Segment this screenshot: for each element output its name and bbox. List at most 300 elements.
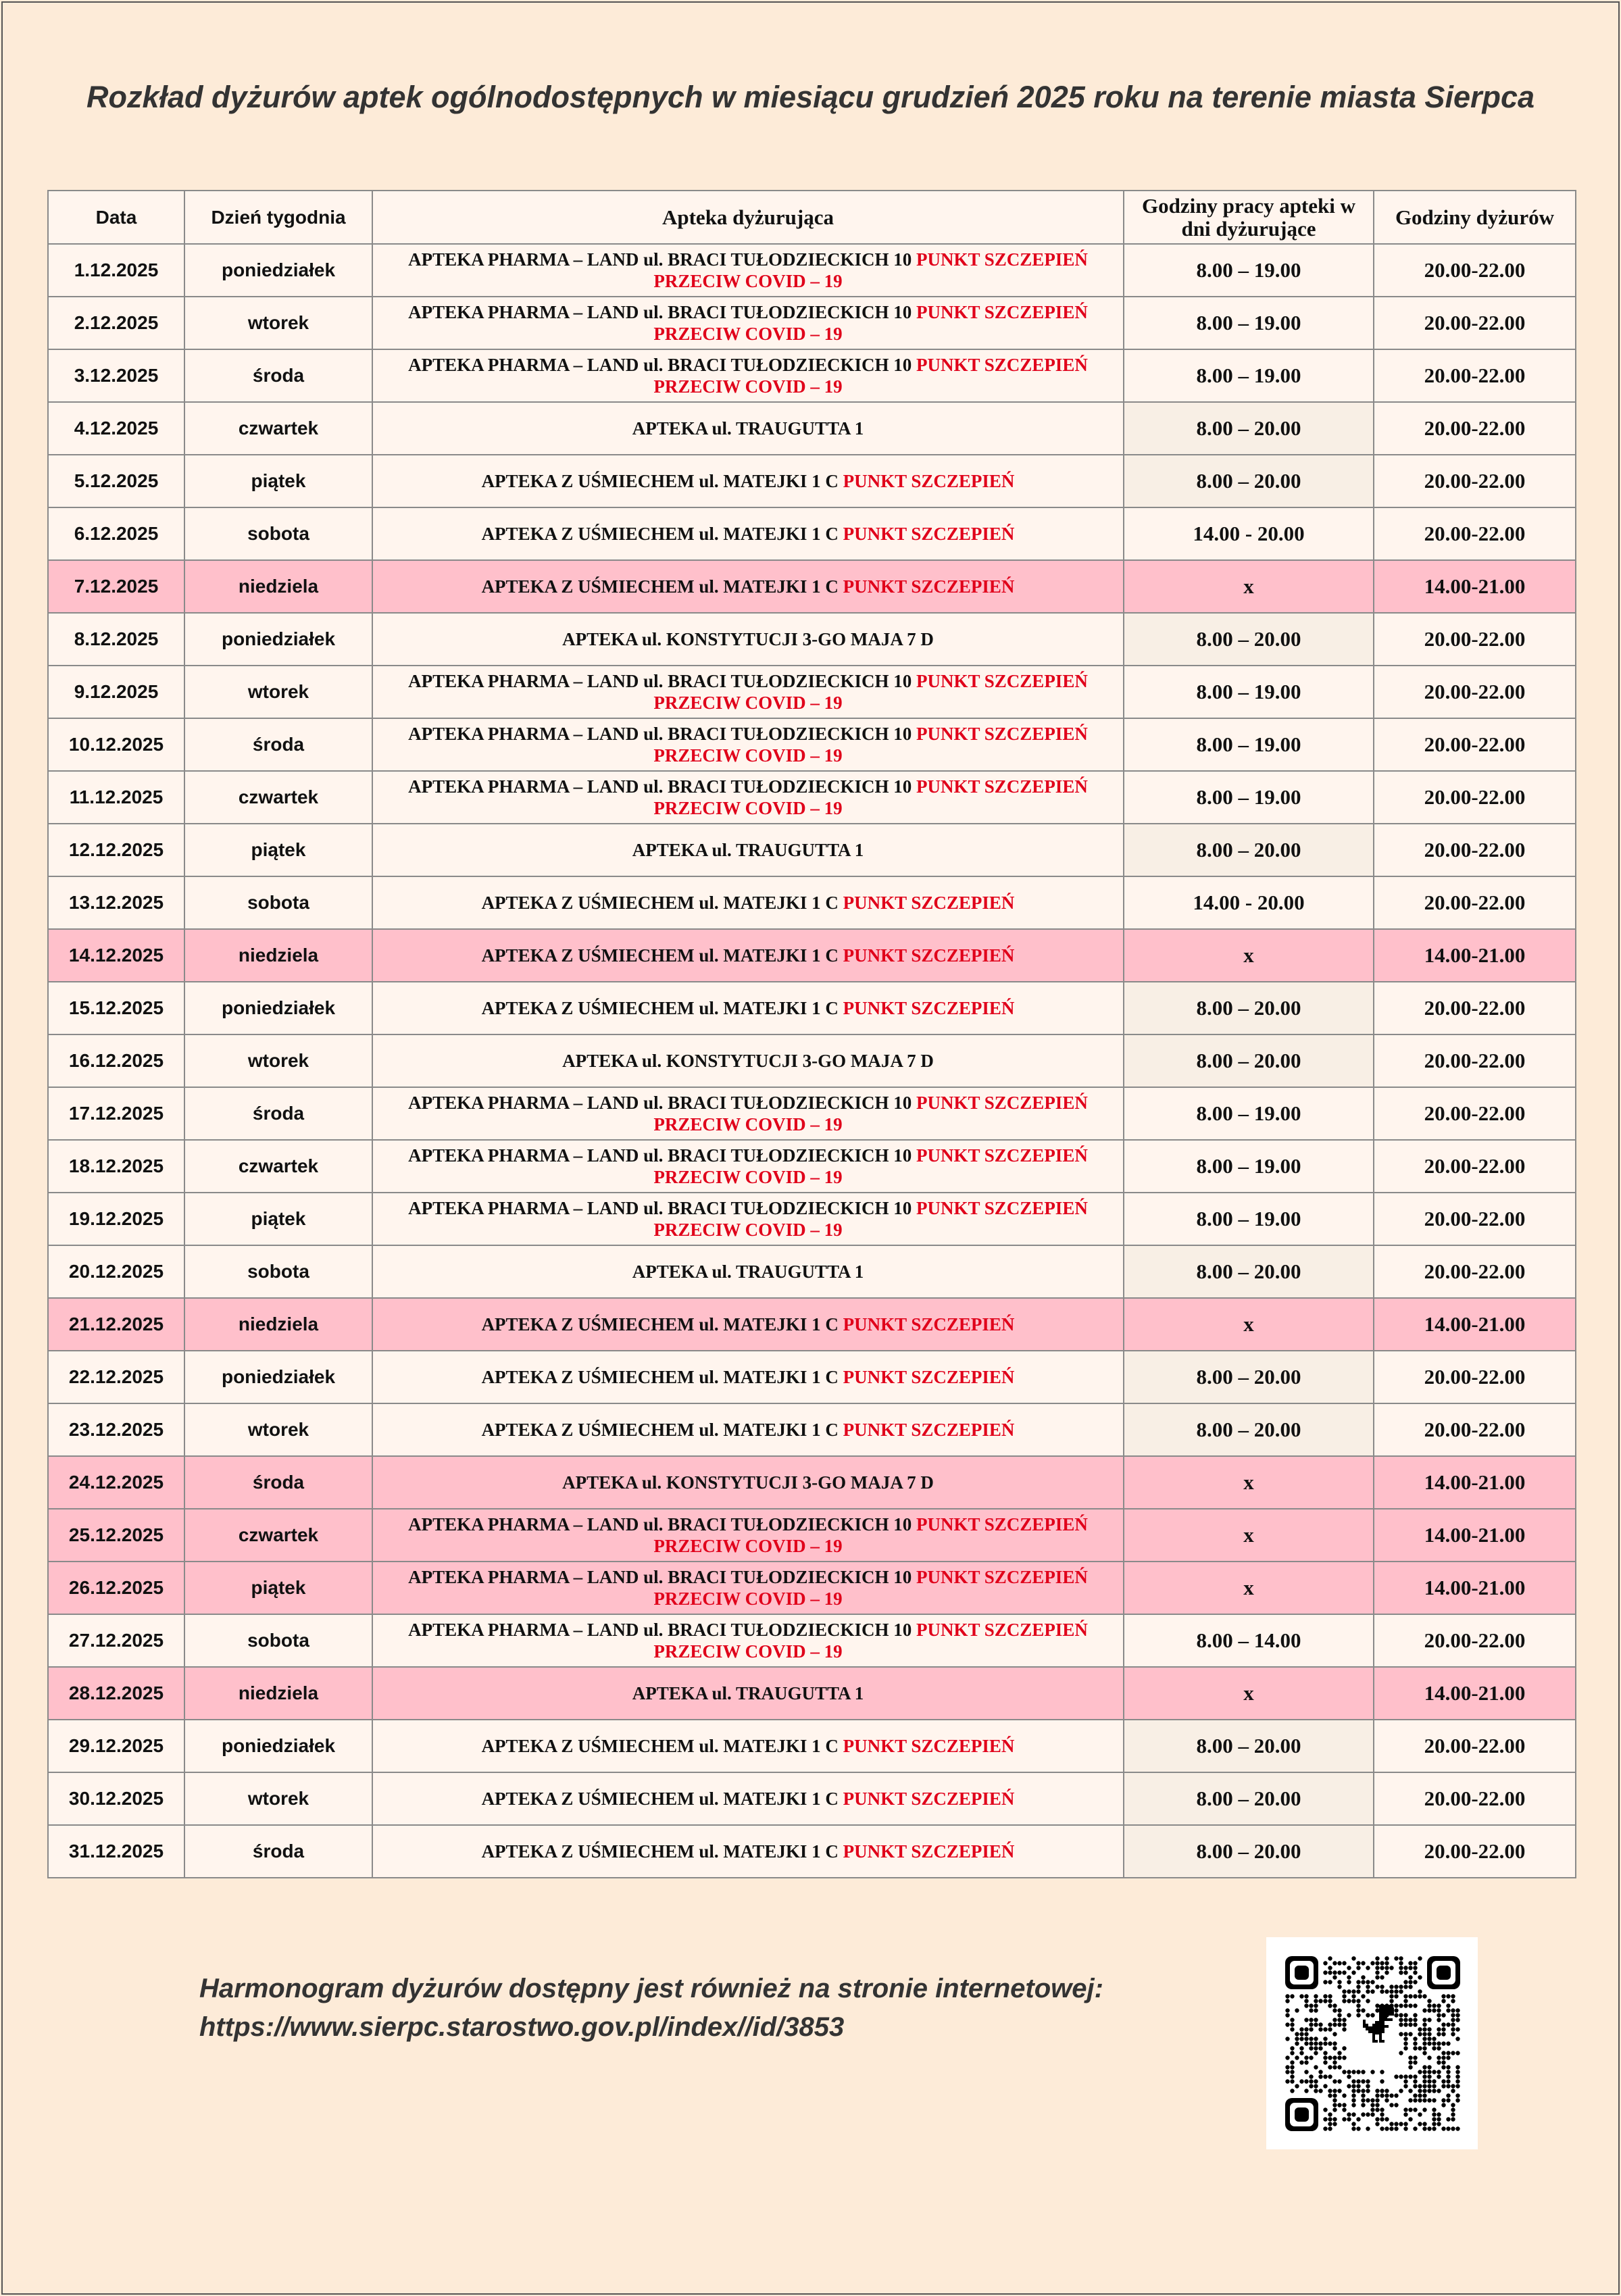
qr-dot xyxy=(1332,2079,1337,2083)
qr-dot xyxy=(1408,1980,1412,1984)
pharmacy-note: PUNKT SZCZEPIEŃ PRZECIW COVID – 19 xyxy=(653,671,1088,713)
qr-dot xyxy=(1318,2022,1322,2026)
pharmacy-name: APTEKA Z UŚMIECHEM ul. MATEJKI 1 C xyxy=(481,1736,843,1756)
qr-dot xyxy=(1370,2112,1374,2116)
pharmacy-name: APTEKA Z UŚMIECHEM ul. MATEJKI 1 C xyxy=(481,945,843,966)
duty-hours-cell: 14.00-21.00 xyxy=(1374,1667,1576,1720)
qr-dot xyxy=(1356,2084,1360,2088)
qr-dot xyxy=(1399,2022,1403,2026)
qr-dot xyxy=(1422,2046,1426,2050)
qr-dot xyxy=(1342,2046,1346,2050)
qr-dot xyxy=(1418,2089,1422,2093)
qr-dot xyxy=(1446,2065,1450,2069)
date-cell: 21.12.2025 xyxy=(48,1298,184,1351)
qr-dot xyxy=(1441,1994,1445,1998)
pharmacy-name: APTEKA Z UŚMIECHEM ul. MATEJKI 1 C xyxy=(481,1314,843,1334)
pharmacy-name: APTEKA ul. TRAUGUTTA 1 xyxy=(632,1683,864,1703)
qr-dot xyxy=(1437,2074,1441,2078)
qr-dot xyxy=(1356,1989,1360,1993)
qr-dot xyxy=(1299,2037,1303,2041)
qr-dot xyxy=(1385,1989,1389,1993)
qr-dot xyxy=(1299,2060,1303,2064)
qr-dot xyxy=(1380,2126,1384,2130)
pharmacy-cell xyxy=(372,1193,1124,1245)
qr-dot xyxy=(1413,2060,1417,2064)
qr-dot xyxy=(1441,2126,1445,2130)
qr-dot xyxy=(1356,2126,1360,2130)
qr-dot xyxy=(1422,1994,1426,1998)
qr-dot xyxy=(1342,1989,1346,1993)
qr-dot xyxy=(1455,2008,1460,2012)
weekday-cell: poniedziałek xyxy=(184,982,372,1034)
qr-dot xyxy=(1418,2032,1422,2036)
qr-dot xyxy=(1418,1994,1422,1998)
qr-dot xyxy=(1370,2107,1374,2112)
qr-dot xyxy=(1366,2112,1370,2116)
opening-hours-cell: 8.00 – 20.00 xyxy=(1124,1245,1374,1298)
qr-dot xyxy=(1422,2084,1426,2088)
pharmacy-note: PUNKT SZCZEPIEŃ PRZECIW COVID – 19 xyxy=(653,1198,1088,1240)
qr-dot xyxy=(1285,2008,1289,2012)
qr-dot xyxy=(1399,2018,1403,2022)
qr-dot xyxy=(1432,2107,1436,2112)
qr-dot xyxy=(1318,2041,1322,2045)
qr-dot xyxy=(1304,2041,1308,2045)
qr-dot xyxy=(1328,1970,1332,1974)
qr-dot xyxy=(1451,2008,1455,2012)
qr-dot xyxy=(1375,1975,1379,1979)
pharmacy-cell xyxy=(372,1667,1124,1720)
weekday-cell: poniedziałek xyxy=(184,244,372,297)
qr-dot xyxy=(1422,2098,1426,2102)
qr-dot xyxy=(1380,1985,1384,1989)
opening-hours-cell: 8.00 – 19.00 xyxy=(1124,1193,1374,1245)
qr-dot xyxy=(1351,2084,1355,2088)
date-cell: 15.12.2025 xyxy=(48,982,184,1034)
qr-dot xyxy=(1328,2093,1332,2097)
qr-dot xyxy=(1347,1989,1351,1993)
qr-dot xyxy=(1427,2070,1431,2074)
qr-dot xyxy=(1342,2103,1346,2107)
pharmacy-name: APTEKA PHARMA – LAND ul. BRACI TUŁODZIECKICH 10 xyxy=(408,1145,917,1166)
pharmacy-name: APTEKA Z UŚMIECHEM ul. MATEJKI 1 C xyxy=(481,998,843,1018)
qr-dot xyxy=(1408,2060,1412,2064)
qr-dot xyxy=(1285,2065,1289,2069)
qr-dot xyxy=(1432,2037,1436,2041)
qr-dot xyxy=(1314,2079,1318,2083)
qr-dot xyxy=(1375,2103,1379,2107)
qr-dot xyxy=(1408,2117,1412,2121)
pharmacy-note: PUNKT SZCZEPIEŃ xyxy=(843,1314,1015,1334)
pharmacy-cell xyxy=(372,718,1124,771)
qr-dot xyxy=(1422,2074,1426,2078)
opening-hours-cell: 8.00 – 19.00 xyxy=(1124,1140,1374,1193)
pharmacy-note: PUNKT SZCZEPIEŃ PRZECIW COVID – 19 xyxy=(653,249,1088,291)
pharmacy-cell xyxy=(372,1140,1124,1193)
pharmacy-name: APTEKA Z UŚMIECHEM ul. MATEJKI 1 C xyxy=(481,471,843,491)
opening-hours-cell: 8.00 – 19.00 xyxy=(1124,1087,1374,1140)
duty-hours-cell: 14.00-21.00 xyxy=(1374,560,1576,613)
qr-dot xyxy=(1413,2055,1417,2060)
qr-dot xyxy=(1389,1966,1393,1970)
qr-dot xyxy=(1309,2046,1313,2050)
qr-dot xyxy=(1389,1989,1393,1993)
qr-dot xyxy=(1441,2041,1445,2045)
pharmacy-cell xyxy=(372,402,1124,455)
qr-dot xyxy=(1356,1966,1360,1970)
qr-dot xyxy=(1332,2003,1337,2007)
pharmacy-cell xyxy=(372,1509,1124,1562)
qr-dot xyxy=(1337,2018,1341,2022)
qr-dot xyxy=(1455,2098,1460,2102)
qr-dot xyxy=(1408,2065,1412,2069)
duty-hours-cell: 20.00-22.00 xyxy=(1374,1245,1576,1298)
qr-dot xyxy=(1394,1956,1398,1960)
qr-dot xyxy=(1299,2027,1303,2031)
qr-dot xyxy=(1394,1985,1398,1989)
qr-dot xyxy=(1441,2055,1445,2060)
duty-schedule-table xyxy=(47,190,1576,1878)
qr-dot xyxy=(1403,2032,1407,2036)
qr-dot xyxy=(1418,2112,1422,2116)
qr-dot xyxy=(1441,2103,1445,2107)
pharmacy-cell xyxy=(372,1245,1124,1298)
qr-dot xyxy=(1455,2070,1460,2074)
qr-dot xyxy=(1455,2126,1460,2130)
qr-dot xyxy=(1375,2107,1379,2112)
qr-dot xyxy=(1413,2093,1417,2097)
qr-dot xyxy=(1446,2041,1450,2045)
qr-dot xyxy=(1295,2055,1299,2060)
qr-dot xyxy=(1347,2117,1351,2121)
pharmacy-name: APTEKA PHARMA – LAND ul. BRACI TUŁODZIECKICH 10 xyxy=(408,302,917,322)
pharmacy-note: PUNKT SZCZEPIEŃ PRZECIW COVID – 19 xyxy=(653,302,1088,344)
pharmacy-name: APTEKA PHARMA – LAND ul. BRACI TUŁODZIECKICH 10 xyxy=(408,1093,917,1113)
qr-dot xyxy=(1385,2117,1389,2121)
qr-dot xyxy=(1403,2084,1407,2088)
pharmacy-cell xyxy=(372,771,1124,824)
pharmacy-name: APTEKA ul. TRAUGUTTA 1 xyxy=(632,840,864,860)
pharmacy-cell xyxy=(372,666,1124,718)
qr-dot xyxy=(1366,2089,1370,2093)
duty-hours-cell: 20.00-22.00 xyxy=(1374,1772,1576,1825)
qr-dot xyxy=(1309,2041,1313,2045)
qr-dot xyxy=(1323,2117,1327,2121)
qr-dot xyxy=(1451,2022,1455,2026)
qr-dot xyxy=(1361,1961,1365,1965)
date-cell: 5.12.2025 xyxy=(48,455,184,507)
opening-hours-cell: 8.00 – 20.00 xyxy=(1124,1034,1374,1087)
qr-dot xyxy=(1399,1956,1403,1960)
qr-dot xyxy=(1337,2055,1341,2060)
pharmacy-name: APTEKA PHARMA – LAND ul. BRACI TUŁODZIECKICH 10 xyxy=(408,776,917,797)
qr-dot xyxy=(1332,2065,1337,2069)
qr-dot xyxy=(1389,1985,1393,1989)
qr-dot xyxy=(1323,1999,1327,2003)
date-cell: 29.12.2025 xyxy=(48,1720,184,1772)
pharmacy-note: PUNKT SZCZEPIEŃ PRZECIW COVID – 19 xyxy=(653,1514,1088,1556)
pharmacy-name: APTEKA ul. KONSTYTUCJI 3-GO MAJA 7 D xyxy=(562,1472,934,1493)
qr-dot xyxy=(1413,2098,1417,2102)
qr-dot xyxy=(1295,2041,1299,2045)
qr-dot xyxy=(1441,1999,1445,2003)
qr-dot xyxy=(1323,2041,1327,2045)
qr-dot xyxy=(1309,2084,1313,2088)
qr-dot xyxy=(1403,2003,1407,2007)
weekday-cell: wtorek xyxy=(184,666,372,718)
qr-dot xyxy=(1408,2107,1412,2112)
qr-dot xyxy=(1403,2074,1407,2078)
weekday-cell: wtorek xyxy=(184,1403,372,1456)
qr-dot xyxy=(1451,2126,1455,2130)
date-cell: 25.12.2025 xyxy=(48,1509,184,1562)
footer-url[interactable]: https://www.sierpc.starostwo.gov.pl/index//id/3853 xyxy=(199,2012,845,2042)
qr-dot xyxy=(1375,2089,1379,2093)
duty-hours-cell: 20.00-22.00 xyxy=(1374,771,1576,824)
qr-dot xyxy=(1422,2089,1426,2093)
qr-dot xyxy=(1403,2013,1407,2017)
qr-dot xyxy=(1351,2126,1355,2130)
qr-dot xyxy=(1332,2022,1337,2026)
qr-dot xyxy=(1295,2037,1299,2041)
duty-hours-cell: 20.00-22.00 xyxy=(1374,1614,1576,1667)
qr-dot xyxy=(1389,1994,1393,1998)
opening-hours-cell: 8.00 – 20.00 xyxy=(1124,1772,1374,1825)
qr-dot xyxy=(1418,1989,1422,1993)
qr-dot xyxy=(1370,2103,1374,2107)
qr-dot xyxy=(1380,1989,1384,1993)
qr-dot xyxy=(1455,2037,1460,2041)
qr-dot xyxy=(1328,2027,1332,2031)
qr-dot xyxy=(1399,2122,1403,2126)
opening-hours-cell: 8.00 – 14.00 xyxy=(1124,1614,1374,1667)
qr-dot xyxy=(1361,2089,1365,2093)
qr-dot xyxy=(1394,2013,1398,2017)
pharmacy-cell xyxy=(372,1351,1124,1403)
qr-dot xyxy=(1314,1994,1318,1998)
qr-dot xyxy=(1337,1980,1341,1984)
duty-hours-cell: 20.00-22.00 xyxy=(1374,876,1576,929)
date-cell: 19.12.2025 xyxy=(48,1193,184,1245)
qr-dot xyxy=(1304,2060,1308,2064)
opening-hours-cell: 8.00 – 19.00 xyxy=(1124,297,1374,349)
pharmacy-name: APTEKA ul. TRAUGUTTA 1 xyxy=(632,418,864,439)
date-cell: 30.12.2025 xyxy=(48,1772,184,1825)
qr-dot xyxy=(1427,2079,1431,2083)
pharmacy-cell xyxy=(372,1562,1124,1614)
table-row xyxy=(48,982,1576,1034)
duty-hours-cell: 20.00-22.00 xyxy=(1374,244,1576,297)
qr-dot xyxy=(1375,2122,1379,2126)
qr-dot xyxy=(1441,2060,1445,2064)
pharmacy-note: PUNKT SZCZEPIEŃ xyxy=(843,945,1015,966)
qr-dot xyxy=(1394,2126,1398,2130)
qr-dot xyxy=(1437,2055,1441,2060)
date-cell: 2.12.2025 xyxy=(48,297,184,349)
qr-dot xyxy=(1318,2027,1322,2031)
qr-dot xyxy=(1309,2074,1313,2078)
qr-dot xyxy=(1337,2013,1341,2017)
qr-dot xyxy=(1432,2112,1436,2116)
qr-dot xyxy=(1389,2093,1393,2097)
opening-hours-cell: 8.00 – 19.00 xyxy=(1124,244,1374,297)
table-row xyxy=(48,402,1576,455)
duty-hours-cell: 20.00-22.00 xyxy=(1374,718,1576,771)
opening-hours-cell: 14.00 - 20.00 xyxy=(1124,507,1374,560)
duty-hours-cell: 20.00-22.00 xyxy=(1374,402,1576,455)
date-cell: 14.12.2025 xyxy=(48,929,184,982)
qr-dot xyxy=(1361,2070,1365,2074)
qr-dot xyxy=(1455,2084,1460,2088)
qr-dot xyxy=(1332,2060,1337,2064)
header-opening-hours: Godziny pracy apteki w dni dyżurujące xyxy=(1124,191,1374,244)
weekday-cell: środa xyxy=(184,1456,372,1509)
pharmacy-note: PUNKT SZCZEPIEŃ xyxy=(843,524,1015,544)
weekday-cell: środa xyxy=(184,1825,372,1878)
qr-dot xyxy=(1290,2070,1294,2074)
qr-dot xyxy=(1437,2046,1441,2050)
qr-dot xyxy=(1451,2107,1455,2112)
qr-dot xyxy=(1432,2046,1436,2050)
qr-dot xyxy=(1413,2022,1417,2026)
qr-dot xyxy=(1290,2022,1294,2026)
qr-dot xyxy=(1375,2008,1379,2012)
pharmacy-note: PUNKT SZCZEPIEŃ PRZECIW COVID – 19 xyxy=(653,1620,1088,1662)
pharmacy-name: APTEKA PHARMA – LAND ul. BRACI TUŁODZIECKICH 10 xyxy=(408,1567,917,1587)
table-row xyxy=(48,507,1576,560)
qr-dot xyxy=(1441,2079,1445,2083)
qr-dot xyxy=(1446,2022,1450,2026)
qr-dot xyxy=(1370,2070,1374,2074)
pharmacy-note: PUNKT SZCZEPIEŃ PRZECIW COVID – 19 xyxy=(653,1145,1088,1187)
qr-dot xyxy=(1290,2027,1294,2031)
qr-dot xyxy=(1299,2032,1303,2036)
qr-dot xyxy=(1356,1985,1360,1989)
qr-dot xyxy=(1332,2041,1337,2045)
qr-dot xyxy=(1413,1970,1417,1974)
qr-dot xyxy=(1342,2055,1346,2060)
duty-hours-cell: 14.00-21.00 xyxy=(1374,1509,1576,1562)
pharmacy-note: PUNKT SZCZEPIEŃ xyxy=(843,998,1015,1018)
table-row xyxy=(48,929,1576,982)
qr-dot xyxy=(1304,2003,1308,2007)
qr-dot xyxy=(1375,2117,1379,2121)
qr-dot xyxy=(1380,2089,1384,2093)
table-row xyxy=(48,349,1576,402)
qr-dot xyxy=(1403,1999,1407,2003)
weekday-cell: środa xyxy=(184,1087,372,1140)
qr-dot xyxy=(1394,2122,1398,2126)
header-day: Dzień tygodnia xyxy=(184,191,372,244)
opening-hours-cell: 14.00 - 20.00 xyxy=(1124,876,1374,929)
qr-dot xyxy=(1385,2093,1389,2097)
qr-dot xyxy=(1295,2084,1299,2088)
qr-dot xyxy=(1403,2018,1407,2022)
qr-dot xyxy=(1399,2003,1403,2007)
duty-hours-cell: 20.00-22.00 xyxy=(1374,455,1576,507)
table-row xyxy=(48,1667,1576,1720)
pharmacy-note: PUNKT SZCZEPIEŃ xyxy=(843,1789,1015,1809)
qr-dot xyxy=(1413,2013,1417,2017)
opening-hours-cell: 8.00 – 20.00 xyxy=(1124,1403,1374,1456)
qr-dot xyxy=(1323,2027,1327,2031)
qr-dot xyxy=(1422,2018,1426,2022)
qr-dot xyxy=(1366,1980,1370,1984)
qr-dot xyxy=(1323,2084,1327,2088)
qr-dot xyxy=(1437,2013,1441,2017)
qr-dot xyxy=(1422,2041,1426,2045)
table-row xyxy=(48,1772,1576,1825)
qr-dot xyxy=(1332,2018,1337,2022)
qr-dot xyxy=(1285,2055,1289,2060)
qr-dot xyxy=(1309,2008,1313,2012)
table-row xyxy=(48,1562,1576,1614)
weekday-cell: środa xyxy=(184,349,372,402)
qr-dot xyxy=(1304,1994,1308,1998)
qr-dot xyxy=(1413,2126,1417,2130)
qr-dot xyxy=(1314,2003,1318,2007)
qr-dot xyxy=(1413,1961,1417,1965)
duty-hours-cell: 20.00-22.00 xyxy=(1374,613,1576,666)
qr-dot xyxy=(1432,2041,1436,2045)
pharmacy-cell xyxy=(372,297,1124,349)
date-cell: 12.12.2025 xyxy=(48,824,184,876)
weekday-cell: czwartek xyxy=(184,402,372,455)
qr-dot xyxy=(1337,2079,1341,2083)
qr-dot xyxy=(1422,2093,1426,2097)
header-date: Data xyxy=(48,191,184,244)
qr-dot xyxy=(1295,2032,1299,2036)
table-row xyxy=(48,1298,1576,1351)
qr-dot xyxy=(1337,2089,1341,2093)
qr-dot xyxy=(1432,2122,1436,2126)
table-row xyxy=(48,297,1576,349)
table-row xyxy=(48,1403,1576,1456)
duty-hours-cell: 20.00-22.00 xyxy=(1374,1720,1576,1772)
qr-dot xyxy=(1342,1994,1346,1998)
qr-dot xyxy=(1385,2126,1389,2130)
qr-dot xyxy=(1418,2070,1422,2074)
qr-dot xyxy=(1290,2051,1294,2055)
date-cell: 26.12.2025 xyxy=(48,1562,184,1614)
qr-dot xyxy=(1304,2032,1308,2036)
qr-dot xyxy=(1328,2041,1332,2045)
qr-dot xyxy=(1342,1970,1346,1974)
qr-dot xyxy=(1342,2027,1346,2031)
weekday-cell: sobota xyxy=(184,507,372,560)
qr-dot xyxy=(1347,1980,1351,1984)
qr-dot xyxy=(1394,2003,1398,2007)
qr-dot xyxy=(1437,2003,1441,2007)
qr-dot xyxy=(1422,2065,1426,2069)
qr-dot xyxy=(1418,2098,1422,2102)
opening-hours-cell: 8.00 – 20.00 xyxy=(1124,824,1374,876)
qr-dot xyxy=(1356,2079,1360,2083)
qr-dot xyxy=(1318,2074,1322,2078)
qr-dot xyxy=(1323,1980,1327,1984)
qr-dot xyxy=(1342,1999,1346,2003)
qr-dot xyxy=(1342,2107,1346,2112)
qr-dot xyxy=(1422,2126,1426,2130)
qr-dot xyxy=(1394,2008,1398,2012)
table-row xyxy=(48,1614,1576,1667)
qr-dot xyxy=(1351,2089,1355,2093)
qr-dot xyxy=(1370,2098,1374,2102)
qr-dot xyxy=(1441,2013,1445,2017)
qr-dot xyxy=(1413,1980,1417,1984)
opening-hours-cell: x xyxy=(1124,1298,1374,1351)
qr-dot xyxy=(1418,1975,1422,1979)
